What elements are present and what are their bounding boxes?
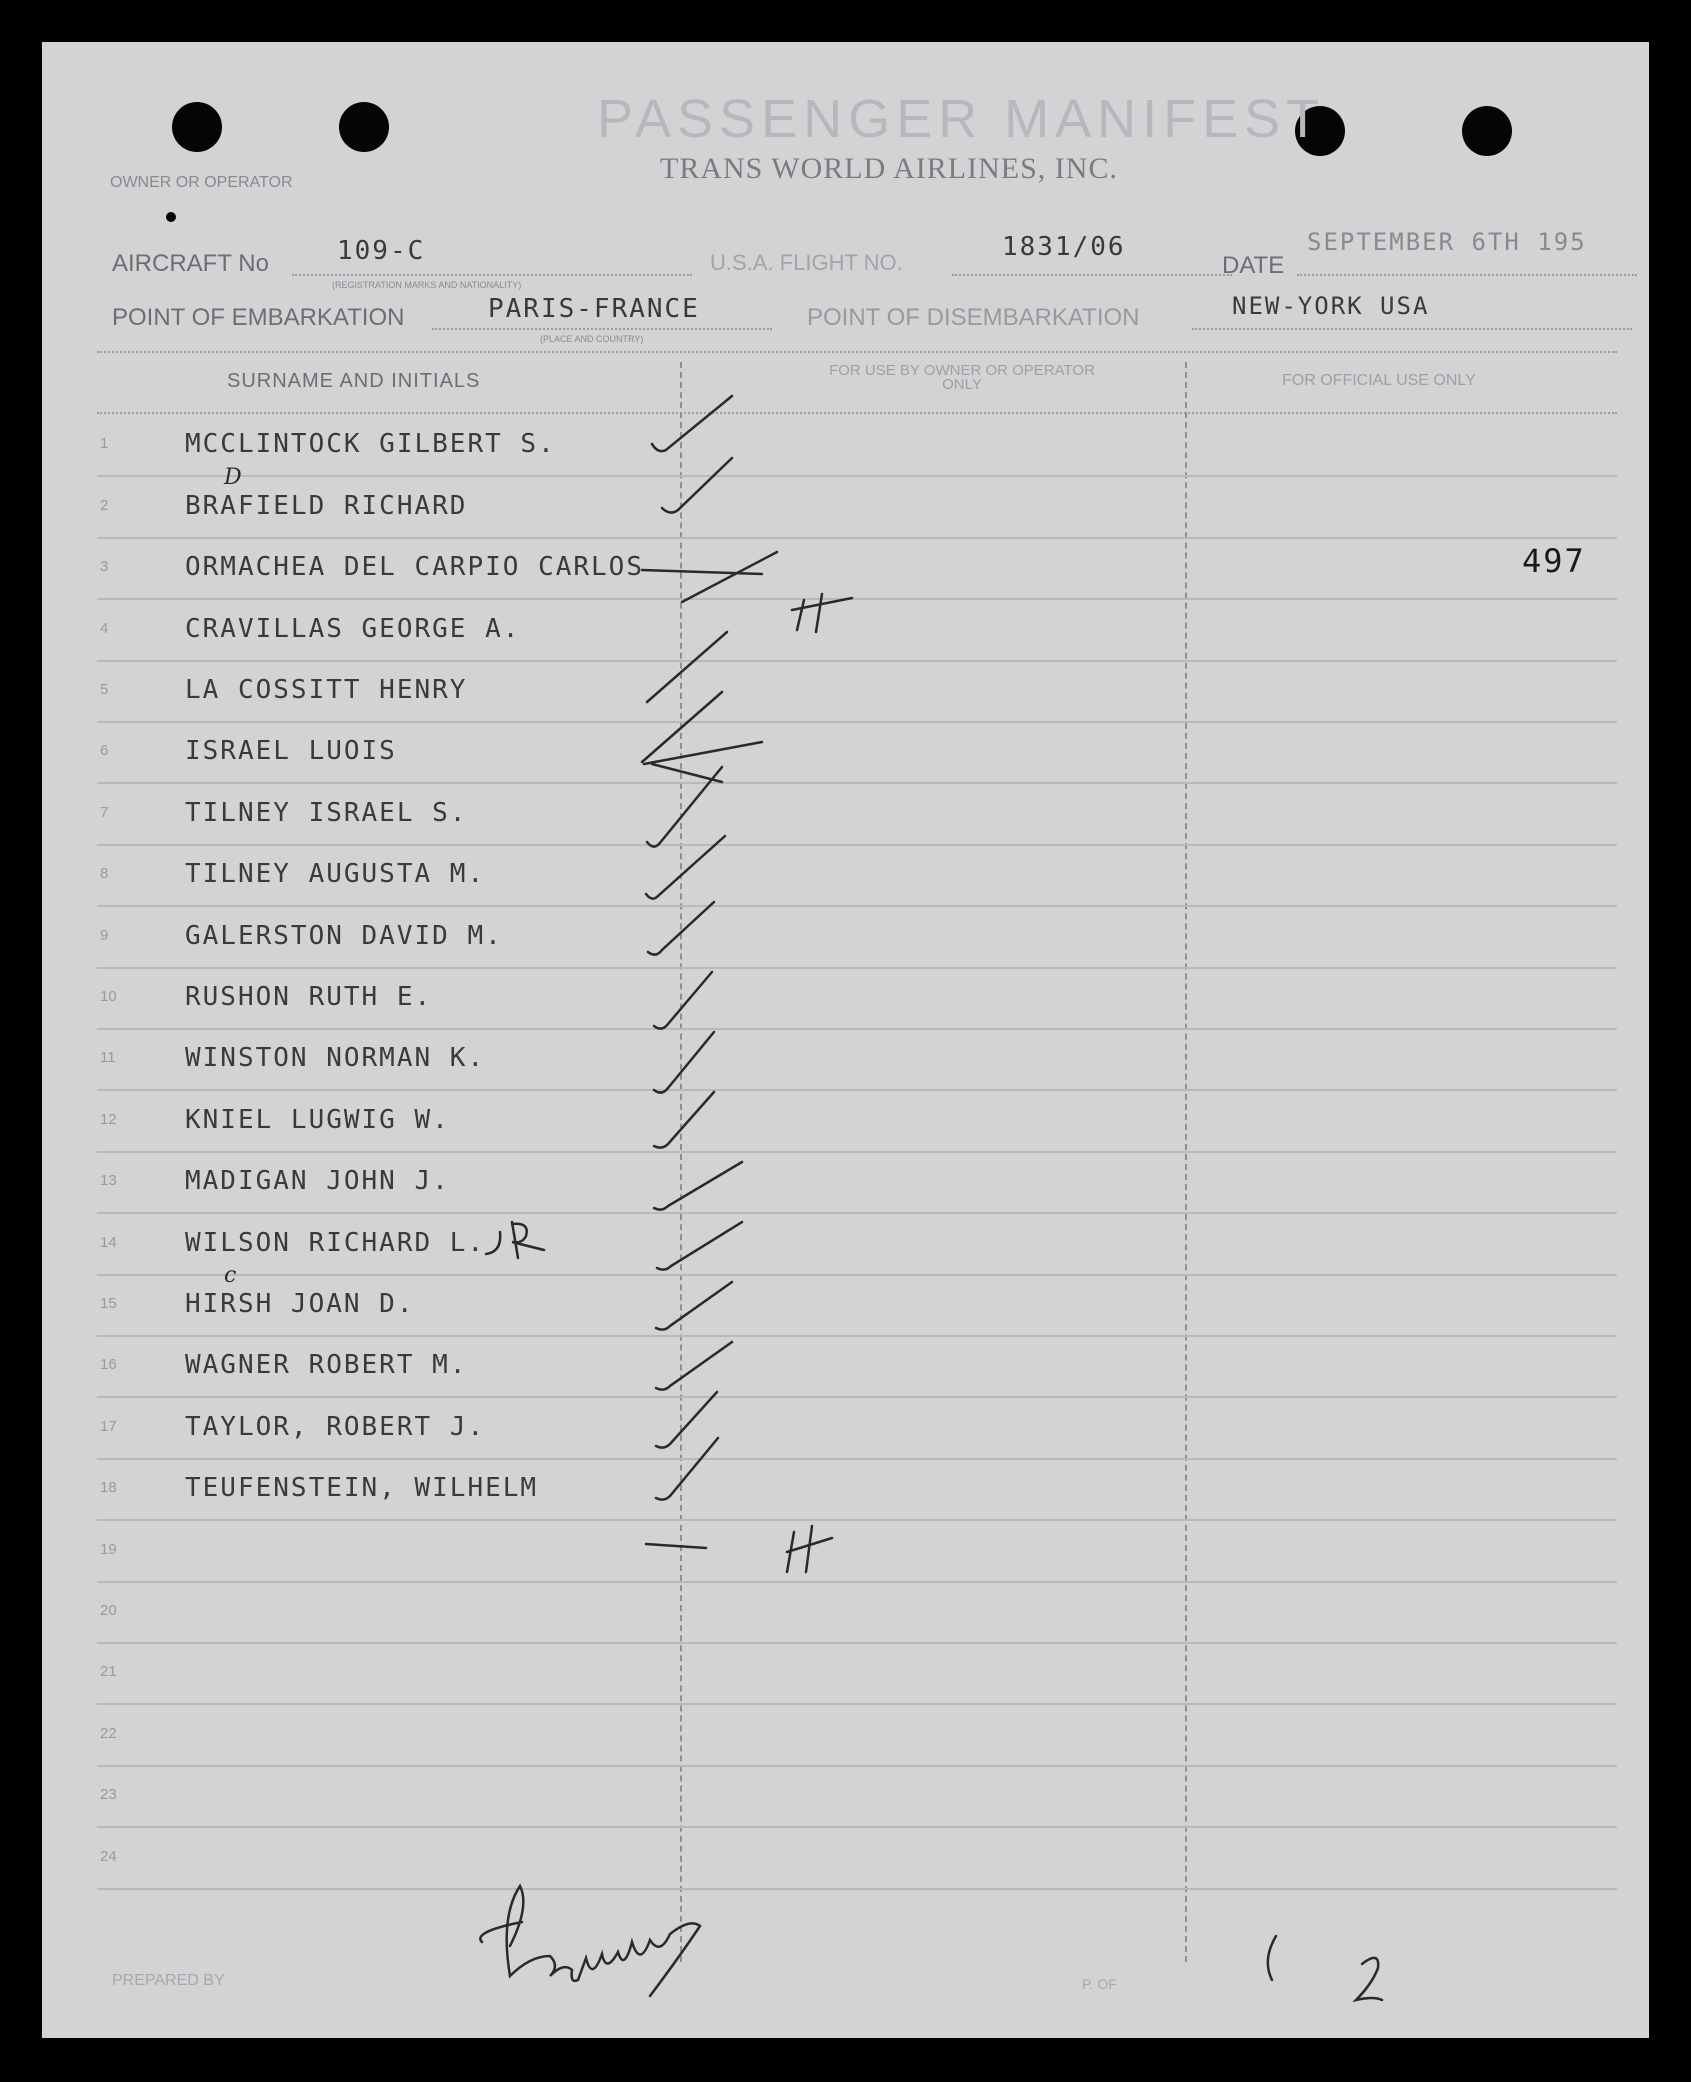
row-number: 14 xyxy=(100,1233,117,1251)
prepared-label: PREPARED BY xyxy=(112,1972,225,1989)
reference-number: 497 xyxy=(1522,542,1586,580)
passenger-name: MCCLINTOCK GILBERT S. xyxy=(185,429,556,460)
dash-mark-icon xyxy=(642,552,777,602)
row-number: 5 xyxy=(100,681,109,698)
signature-icon xyxy=(480,1886,700,1996)
flight-value: 1831/06 xyxy=(1002,232,1126,262)
passenger-name: KNIEL LUGWIG W. xyxy=(185,1104,450,1135)
check-mark-icon xyxy=(654,1092,714,1148)
column-header-official: FOR OFFICIAL USE ONLY xyxy=(1282,372,1476,389)
row-number: 17 xyxy=(100,1417,117,1435)
page-number-mark-icon xyxy=(1356,1958,1382,2000)
passenger-name: TILNEY AUGUSTA M. xyxy=(185,859,486,890)
flight-label: U.S.A. FLIGHT NO. xyxy=(710,250,903,275)
embark-value: PARIS-FRANCE xyxy=(488,294,700,324)
row-number: 15 xyxy=(100,1295,117,1312)
row-number: 16 xyxy=(100,1356,117,1374)
passenger-name: BRAFIELD RICHARD xyxy=(185,490,468,521)
h-mark-icon xyxy=(792,594,852,632)
row-number: 7 xyxy=(100,803,109,821)
check-mark-icon xyxy=(654,1162,742,1210)
row-number: 6 xyxy=(100,742,109,760)
form-title: PASSENGER MANIFEST xyxy=(597,89,1326,149)
row-number: 4 xyxy=(100,619,109,637)
passenger-name: WAGNER ROBERT M. xyxy=(185,1350,468,1381)
row-number: 19 xyxy=(100,1540,117,1558)
company-name: TRANS WORLD AIRLINES, INC. xyxy=(660,152,1118,185)
embark-label: POINT OF EMBARKATION xyxy=(112,304,405,331)
check-mark-icon xyxy=(656,1392,717,1448)
dash-mark-icon xyxy=(646,1544,706,1548)
disembark-value: NEW-YORK USA xyxy=(1232,292,1430,320)
row-number: 22 xyxy=(100,1724,117,1742)
h-mark-icon xyxy=(787,1526,832,1572)
check-mark-icon xyxy=(654,1032,714,1093)
registration-note: (REGISTRATION MARKS AND NATIONALITY) xyxy=(332,280,522,290)
row-number: 11 xyxy=(100,1049,116,1067)
check-mark-icon xyxy=(647,632,727,702)
passenger-name: LA COSSITT HENRY xyxy=(185,675,468,705)
paren-mark-icon xyxy=(1268,1936,1276,1980)
check-mark-icon xyxy=(647,767,722,847)
row-number: 13 xyxy=(100,1172,117,1190)
aircraft-value: 109-C xyxy=(337,236,426,266)
passenger-name: HIRSH JOAN D. xyxy=(185,1289,415,1319)
check-mark-icon xyxy=(662,458,732,513)
row-number: 8 xyxy=(100,865,109,883)
date-label: DATE xyxy=(1222,252,1285,279)
check-mark-icon xyxy=(656,1282,732,1330)
passenger-name: GALERSTON DAVID M. xyxy=(185,920,503,951)
row-number: 2 xyxy=(100,496,109,514)
row-number: 1 xyxy=(100,435,109,453)
row-number: 20 xyxy=(100,1602,117,1619)
dash-mark-icon xyxy=(644,742,762,782)
owner-use-text: FOR USE BY OWNER OR OPERATOR ONLY xyxy=(829,362,1095,393)
check-mark-icon xyxy=(652,396,732,451)
row-number: 21 xyxy=(100,1663,117,1681)
row-number: 24 xyxy=(100,1847,117,1865)
row-number: 9 xyxy=(100,926,109,944)
column-header-name: SURNAME AND INITIALS xyxy=(227,370,481,392)
handwritten-note: D xyxy=(224,464,242,490)
row-number: 23 xyxy=(100,1786,117,1804)
check-mark-icon xyxy=(657,1222,742,1270)
passenger-name: TILNEY ISRAEL S. xyxy=(185,797,468,828)
place-note: (PLACE AND COUNTRY) xyxy=(540,334,644,344)
passenger-name: ORMACHEA DEL CARPIO CARLOS xyxy=(185,552,644,583)
row-number: 10 xyxy=(100,988,117,1005)
passenger-name: ISRAEL LUOIS xyxy=(185,736,397,767)
passenger-name: TEUFENSTEIN, WILHELM xyxy=(185,1473,539,1504)
check-mark-icon xyxy=(654,972,712,1029)
disembark-label: POINT OF DISEMBARKATION xyxy=(807,304,1140,331)
passenger-name: MADIGAN JOHN J. xyxy=(185,1166,450,1197)
passenger-name: TAYLOR, ROBERT J. xyxy=(185,1411,486,1442)
owner-label: OWNER OR OPERATOR xyxy=(110,174,293,191)
page-number xyxy=(1377,1954,1378,1955)
page-label: P. OF xyxy=(1082,1976,1117,1992)
row-number: 3 xyxy=(100,558,109,576)
check-marks xyxy=(42,42,1649,2038)
passenger-name: CRAVILLAS GEORGE A. xyxy=(185,613,521,644)
passenger-name: WILSON RICHARD L. xyxy=(185,1227,486,1258)
jr-mark-icon xyxy=(486,1222,544,1258)
check-mark-icon xyxy=(656,1342,732,1390)
check-mark-icon xyxy=(648,902,714,955)
handwritten-note: c xyxy=(224,1263,237,1288)
row-number: 12 xyxy=(100,1110,117,1128)
aircraft-label: AIRCRAFT No xyxy=(112,250,269,277)
passenger-name: RUSHON RUTH E. xyxy=(185,982,433,1012)
passenger-name: WINSTON NORMAN K. xyxy=(185,1043,486,1074)
date-value: SEPTEMBER 6TH 195 xyxy=(1307,228,1587,256)
row-number: 18 xyxy=(100,1479,117,1497)
manifest-sheet xyxy=(42,42,1649,2038)
